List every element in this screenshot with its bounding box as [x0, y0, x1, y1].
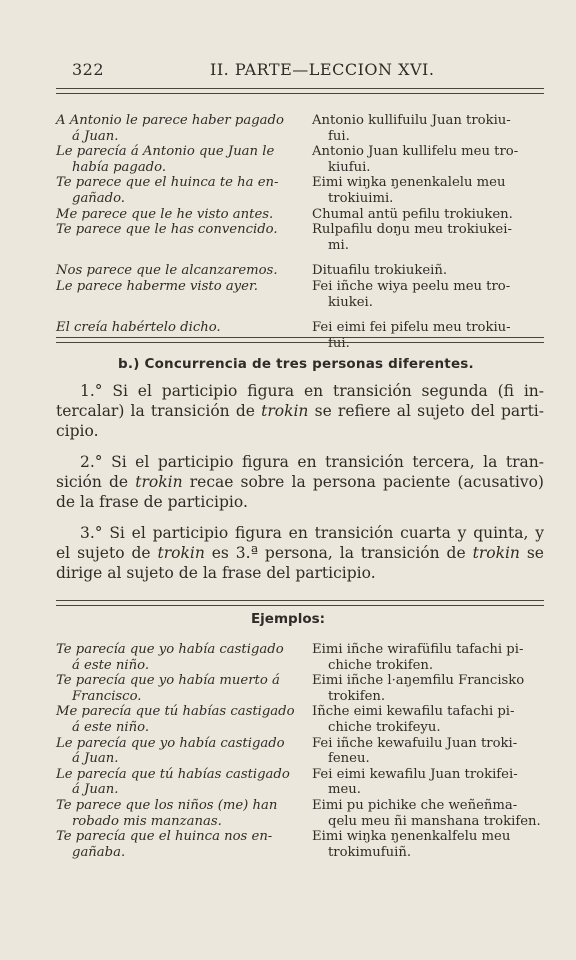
example-row [56, 798, 544, 829]
mapudungun-phrase: Fei iñche wiya peelu meu tro- kiukei. [312, 278, 511, 310]
rule-paragraph-3: 3.° Si el participio figura en transición cuarta y quinta, y el sujeto de trokin es 3.ª persona, la transición de trokin se dirige al sujeto de la frase del participio. [56, 524, 544, 582]
example-row [56, 279, 544, 310]
spanish-phrase: Te parecía que yo había castigado á este niño. [56, 642, 284, 673]
mapudungun-phrase: Eimi wiŋka ŋenenkalfelu meu trokimufuiñ. [312, 829, 511, 860]
example-row [56, 113, 544, 144]
example-row [56, 704, 544, 735]
mapudungun-phrase: Eimi wiŋka ŋenenkalelu meu trokiuimi. [312, 175, 506, 206]
page-header [70, 60, 545, 84]
example-row [56, 207, 544, 223]
rules-text [56, 381, 544, 594]
mapudungun-phrase: Rulpafilu doŋu meu trokiukei- mi. [312, 222, 512, 253]
spanish-phrase: Te parece que el huinca te ha en- gañado. [56, 175, 279, 206]
spanish-phrase: El creía habértelo dicho. [56, 320, 221, 336]
mapudungun-phrase: Fei eimi fei pifelu meu trokiu- fui. [312, 320, 511, 351]
example-row [56, 144, 544, 175]
spanish-phrase: Te parecía que yo había muerto á Francisco. [56, 673, 280, 704]
spanish-phrase: Me parecía que tú habías castigado á este niño. [56, 704, 295, 735]
example-row [56, 320, 544, 351]
section-rule [56, 337, 544, 343]
example-row [56, 829, 544, 860]
spanish-phrase: Me parece que le he visto antes. [56, 206, 274, 222]
mapudungun-phrase: Chumal antü pefilu trokiuken. [312, 206, 513, 222]
examples-bottom [56, 642, 544, 860]
spanish-phrase: Te parecía que el huinca nos en- gañaba. [56, 829, 273, 860]
mapudungun-phrase: Eimi pu pichike che weñeñma- qelu meu ñi manshana trokifen. [312, 797, 541, 829]
examples-heading: Ejemplos: [250, 611, 326, 627]
examples-rule [56, 600, 544, 606]
header-rule [56, 88, 544, 94]
mapudungun-phrase: Iñche eimi kewafilu tafachi pi- chiche trokifeyu. [312, 704, 515, 735]
mapudungun-phrase: Antonio kullifuilu Juan trokiu- fui. [312, 113, 511, 144]
mapudungun-phrase: Eimi iñche wirafüfilu tafachi pi- chiche trokifen. [312, 642, 524, 673]
mapudungun-phrase: Fei iñche kewafuilu Juan troki- feneu. [312, 735, 518, 767]
spacer [56, 253, 544, 263]
example-row [56, 736, 544, 767]
spanish-phrase: Le parecía que tú habías castigado á Juan. [56, 766, 290, 798]
example-row [56, 673, 544, 704]
running-title: II. PARTE—LECCION XVI. [210, 60, 435, 79]
examples-top [56, 113, 544, 351]
spanish-phrase: Le parecía á Antonio que Juan le había pagado. [56, 144, 275, 175]
rule-paragraph-1: 1.° Si el participio figura en transición segunda (fi in- tercalar) la transición de trokin se refiere al sujeto del parti- cipio. [56, 382, 544, 440]
mapudungun-phrase: Dituafilu trokiukeiñ. [312, 263, 448, 279]
spanish-phrase: Le parecía que yo había castigado á Juan. [56, 735, 285, 767]
example-row [56, 767, 544, 798]
spanish-phrase: Le parece haberme visto ayer. [56, 278, 258, 294]
mapudungun-phrase: Antonio Juan kullifelu meu tro- kiufui. [312, 144, 519, 175]
example-row [56, 642, 544, 673]
example-row [56, 222, 544, 253]
example-row [56, 263, 544, 279]
rule-paragraph-2: 2.° Si el participio figura en transición tercera, la tran- sición de trokin recae sobre la persona paciente (acusativo) de la frase de participio. [56, 453, 544, 511]
section-heading: b.) Concurrencia de tres personas diferentes. [118, 356, 474, 372]
page-number: 322 [72, 60, 105, 79]
example-row [56, 175, 544, 206]
mapudungun-phrase: Fei eimi kewafilu Juan trokifei- meu. [312, 766, 518, 798]
spanish-phrase: Te parece que le has convencido. [56, 222, 278, 238]
spacer [56, 310, 544, 320]
spanish-phrase: Nos parece que le alcanzaremos. [56, 263, 278, 279]
mapudungun-phrase: Eimi iñche l·aŋemfilu Francisko trokifen. [312, 673, 525, 704]
spanish-phrase: A Antonio le parece haber pagado á Juan. [56, 113, 284, 144]
spanish-phrase: Te parece que los niños (me) han robado mis manzanas. [56, 797, 278, 829]
